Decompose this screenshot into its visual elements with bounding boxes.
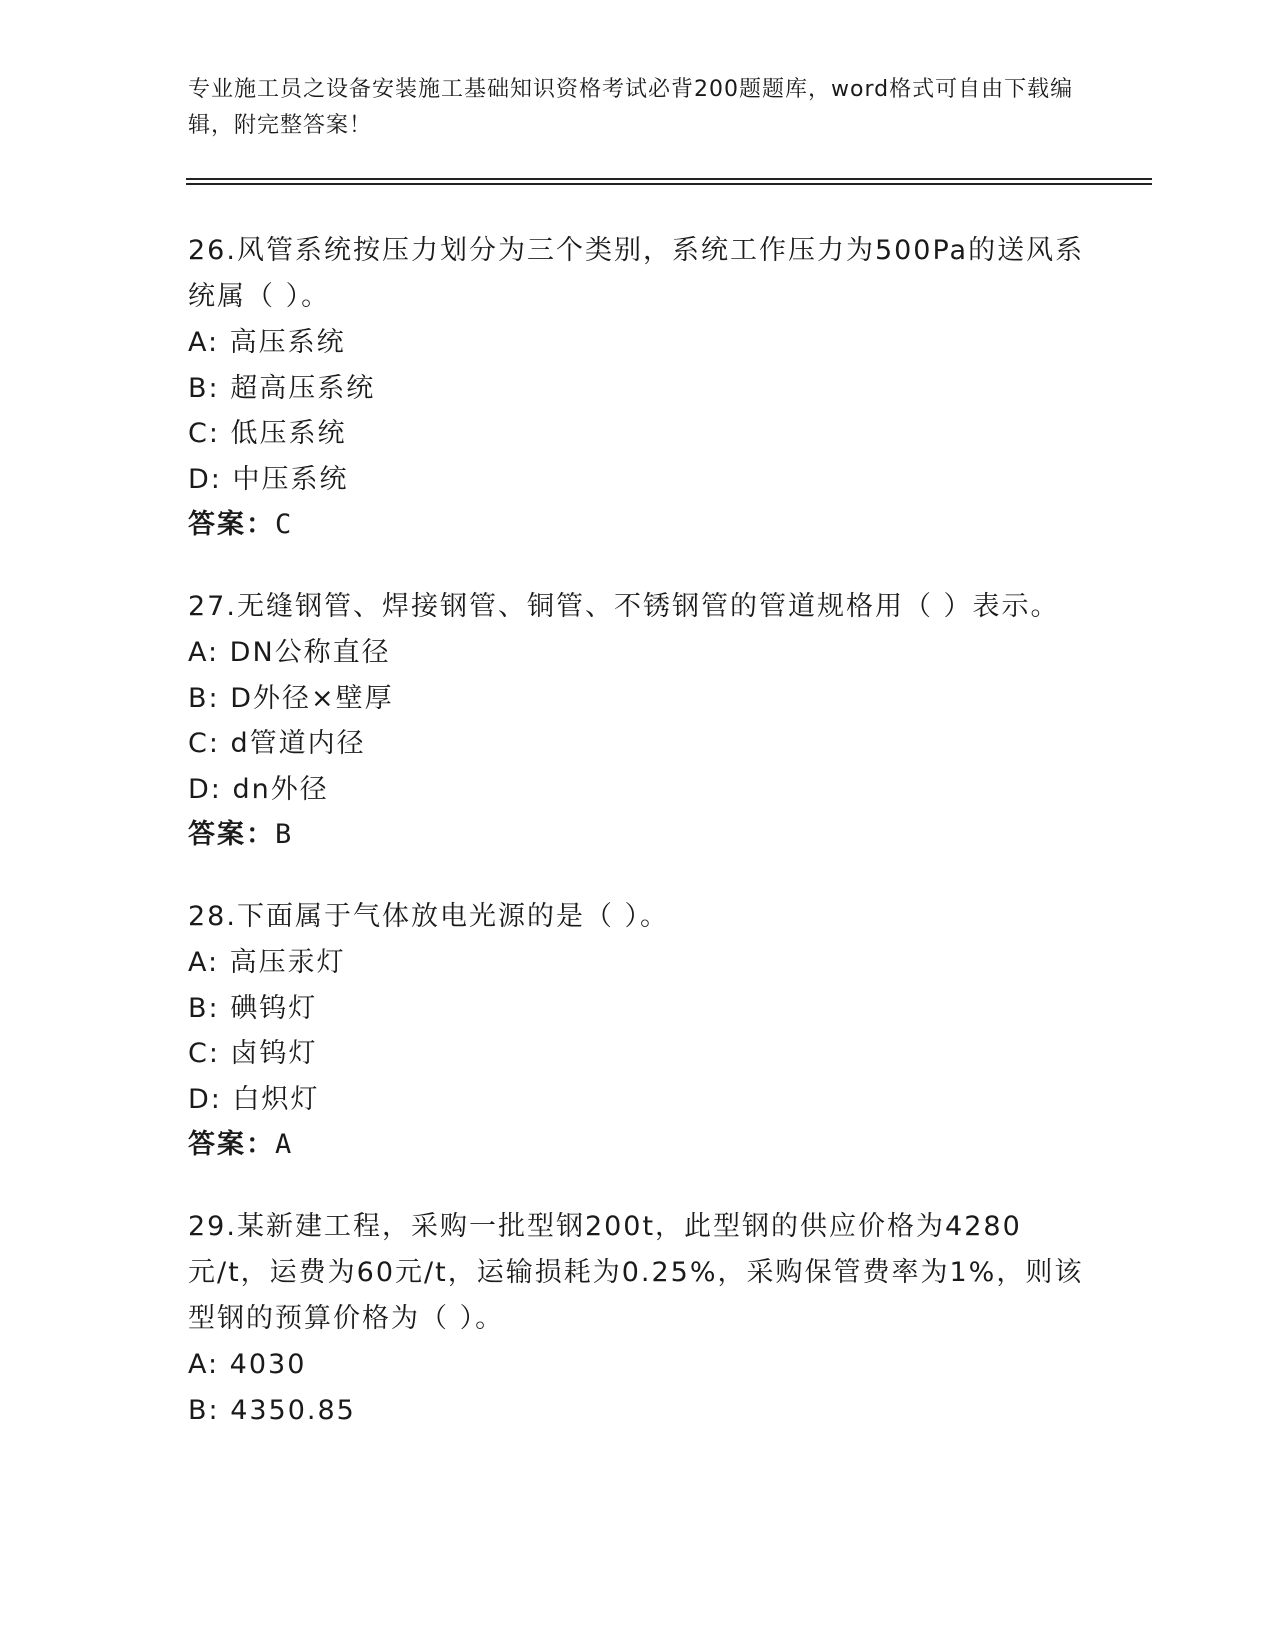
option-c: C: 低压系统 bbox=[188, 418, 347, 449]
question-item bbox=[188, 894, 1088, 1168]
option-a: A: 高压系统 bbox=[188, 327, 346, 358]
answer-value: C bbox=[275, 509, 294, 540]
answer-line bbox=[188, 1122, 1088, 1168]
answer-label: 答案： bbox=[188, 1129, 275, 1160]
question-item bbox=[188, 584, 1088, 858]
document-header: 专业施工员之设备安装施工基础知识资格考试必背200题题库，word格式可自由下载编辑，附完整答案！ bbox=[188, 77, 1074, 138]
option-d: D: 白炽灯 bbox=[188, 1083, 320, 1115]
option-a: A: DN公称直径 bbox=[188, 637, 391, 668]
answer-label: 答案： bbox=[188, 509, 275, 540]
answer-value: B bbox=[275, 819, 294, 850]
option-b: B: 碘钨灯 bbox=[188, 992, 318, 1024]
option-a: A: 4030 bbox=[188, 1349, 307, 1380]
answer-value: A bbox=[275, 1129, 294, 1160]
answer-line bbox=[188, 812, 1088, 858]
header-divider-bottom bbox=[186, 183, 1152, 185]
option-b: B: D外径×壁厚 bbox=[188, 682, 394, 714]
question-stem: 26.风管系统按压力划分为三个类别，系统工作压力为500Pa的送风系统属（ ）。 bbox=[188, 235, 1085, 312]
option-a: A: 高压汞灯 bbox=[188, 947, 346, 978]
option-c: C: 卤钨灯 bbox=[188, 1038, 318, 1069]
question-stem: 28.下面属于气体放电光源的是（ ）。 bbox=[188, 901, 670, 932]
option-d: D: dn外径 bbox=[188, 773, 329, 805]
question-item bbox=[188, 1204, 1088, 1433]
question-list bbox=[188, 228, 1088, 1469]
answer-line bbox=[188, 502, 1088, 548]
option-d: D: 中压系统 bbox=[188, 463, 349, 495]
answer-label: 答案： bbox=[188, 819, 275, 850]
option-c: C: d管道内径 bbox=[188, 728, 366, 759]
question-item bbox=[188, 228, 1088, 548]
question-stem: 27.无缝钢管、焊接钢管、铜管、不锈钢管的管道规格用（ ）表示。 bbox=[188, 591, 1060, 622]
option-b: B: 4350.85 bbox=[188, 1394, 356, 1426]
header-divider-top bbox=[186, 178, 1152, 180]
option-b: B: 超高压系统 bbox=[188, 372, 376, 404]
question-stem: 29.某新建工程，采购一批型钢200t，此型钢的供应价格为4280元/t，运费为60元/t，运输损耗为0.25%，采购保管费率为1%，则该型钢的预算价格为（ ）。 bbox=[188, 1211, 1084, 1334]
